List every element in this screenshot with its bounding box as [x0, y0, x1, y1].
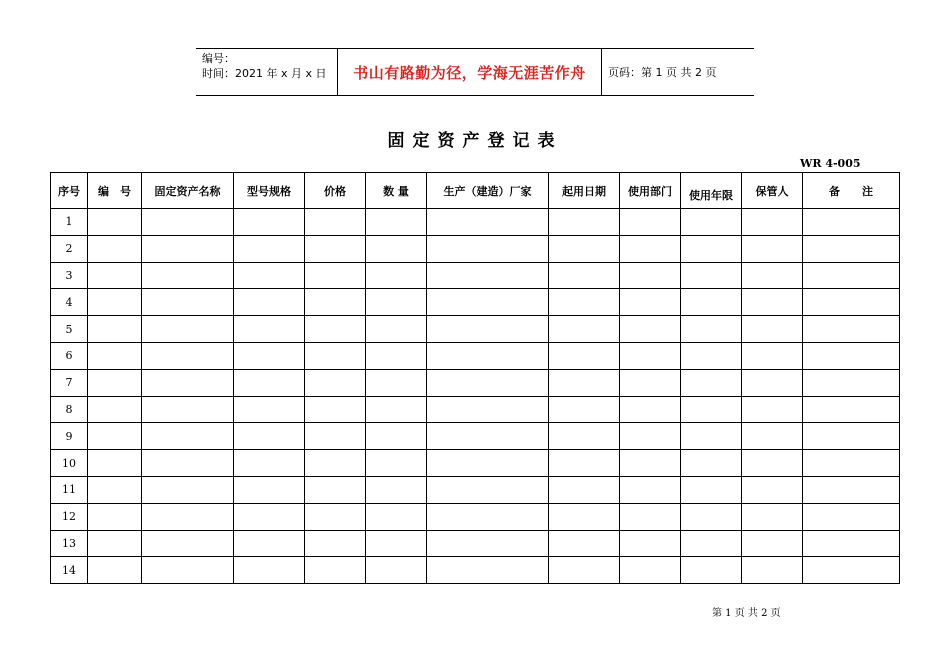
table-row [51, 289, 900, 316]
page-title: 固定资产登记表 [387, 131, 563, 151]
table-cell[interactable] [427, 289, 549, 316]
table-cell[interactable] [681, 503, 742, 530]
table-cell[interactable] [803, 262, 900, 289]
col-header-model: 型号规格 [234, 173, 305, 209]
table-cell[interactable] [427, 209, 549, 236]
row-index: 5 [51, 316, 88, 343]
table-cell[interactable] [742, 235, 803, 262]
table-cell[interactable] [88, 557, 142, 584]
table-cell[interactable] [305, 503, 366, 530]
table-cell[interactable] [142, 342, 234, 369]
table-cell[interactable] [234, 235, 305, 262]
table-cell[interactable] [549, 289, 620, 316]
table-cell[interactable] [803, 342, 900, 369]
row-index: 7 [51, 369, 88, 396]
table-cell[interactable] [620, 450, 681, 477]
table-cell[interactable] [142, 476, 234, 503]
col-header-department: 使用部门 [620, 173, 681, 209]
table-cell[interactable] [142, 316, 234, 343]
table-cell[interactable] [803, 316, 900, 343]
table-cell[interactable] [366, 423, 427, 450]
table-cell[interactable] [681, 557, 742, 584]
table-cell[interactable] [681, 235, 742, 262]
table-row [51, 235, 900, 262]
table-cell[interactable] [427, 396, 549, 423]
table-cell[interactable] [234, 396, 305, 423]
col-header-custodian: 保管人 [742, 173, 803, 209]
table-cell[interactable] [234, 209, 305, 236]
number-label: 编号： [202, 52, 235, 65]
table-cell[interactable] [88, 530, 142, 557]
table-cell[interactable] [742, 450, 803, 477]
table-cell[interactable] [620, 557, 681, 584]
table-cell[interactable] [427, 316, 549, 343]
table-cell[interactable] [366, 235, 427, 262]
table-cell[interactable] [427, 369, 549, 396]
table-cell[interactable] [742, 289, 803, 316]
table-cell[interactable] [305, 396, 366, 423]
table-cell[interactable] [88, 316, 142, 343]
table-cell[interactable] [681, 209, 742, 236]
table-row [51, 530, 900, 557]
row-index: 4 [51, 289, 88, 316]
table-cell[interactable] [366, 342, 427, 369]
table-cell[interactable] [549, 476, 620, 503]
table-cell[interactable] [88, 262, 142, 289]
header-info-cell [196, 49, 338, 95]
row-index: 14 [51, 557, 88, 584]
table-cell[interactable] [620, 476, 681, 503]
table-cell[interactable] [427, 450, 549, 477]
table-row [51, 450, 900, 477]
table-cell[interactable] [234, 557, 305, 584]
table-cell[interactable] [742, 316, 803, 343]
table-cell[interactable] [142, 503, 234, 530]
table-row [51, 369, 900, 396]
table-cell[interactable] [681, 316, 742, 343]
table-cell[interactable] [427, 557, 549, 584]
table-cell[interactable] [366, 557, 427, 584]
table-cell[interactable] [681, 450, 742, 477]
table-cell[interactable] [681, 396, 742, 423]
table-cell[interactable] [305, 209, 366, 236]
table-cell[interactable] [549, 530, 620, 557]
table-cell[interactable] [366, 476, 427, 503]
table-cell[interactable] [427, 235, 549, 262]
table-cell[interactable] [234, 476, 305, 503]
table-cell[interactable] [88, 503, 142, 530]
table-cell[interactable] [88, 423, 142, 450]
table-cell[interactable] [305, 342, 366, 369]
table-cell[interactable] [803, 450, 900, 477]
table-row [51, 316, 900, 343]
table-cell[interactable] [620, 396, 681, 423]
table-cell[interactable] [366, 289, 427, 316]
col-header-asset-name: 固定资产名称 [142, 173, 234, 209]
table-cell[interactable] [366, 369, 427, 396]
document-header [196, 48, 754, 96]
col-header-service-life: 使用年限 [681, 173, 742, 209]
col-header-number: 编 号 [88, 173, 142, 209]
table-cell[interactable] [620, 369, 681, 396]
table-cell[interactable] [549, 342, 620, 369]
table-cell[interactable] [803, 530, 900, 557]
table-cell[interactable] [427, 342, 549, 369]
row-index: 9 [51, 423, 88, 450]
table-cell[interactable] [427, 503, 549, 530]
table-cell[interactable] [803, 369, 900, 396]
table-row [51, 476, 900, 503]
col-header-index: 序号 [51, 173, 88, 209]
table-cell[interactable] [681, 476, 742, 503]
table-cell[interactable] [742, 342, 803, 369]
table-cell[interactable] [305, 369, 366, 396]
table-cell[interactable] [549, 557, 620, 584]
table-cell[interactable] [366, 503, 427, 530]
table-cell[interactable] [305, 450, 366, 477]
table-cell[interactable] [234, 503, 305, 530]
table-cell[interactable] [427, 476, 549, 503]
table-cell[interactable] [366, 209, 427, 236]
table-cell[interactable] [742, 396, 803, 423]
header-row [51, 173, 900, 209]
table-cell[interactable] [234, 316, 305, 343]
table-cell[interactable] [366, 530, 427, 557]
row-index: 6 [51, 342, 88, 369]
table-cell[interactable] [142, 423, 234, 450]
table-body [51, 209, 900, 584]
table-cell[interactable] [88, 396, 142, 423]
motto-text: 书山有路勤为径，学海无涯苦作舟 [353, 63, 586, 82]
table-cell[interactable] [742, 209, 803, 236]
col-header-start-date: 起用日期 [549, 173, 620, 209]
table-cell[interactable] [142, 450, 234, 477]
table-cell[interactable] [803, 235, 900, 262]
table-cell[interactable] [88, 289, 142, 316]
motto-cell [338, 49, 602, 95]
table-cell[interactable] [305, 289, 366, 316]
table-cell[interactable] [427, 262, 549, 289]
table-cell[interactable] [742, 476, 803, 503]
table-cell[interactable] [620, 423, 681, 450]
table-cell[interactable] [234, 423, 305, 450]
table-cell[interactable] [620, 503, 681, 530]
table-cell[interactable] [88, 342, 142, 369]
table-cell[interactable] [234, 369, 305, 396]
table-cell[interactable] [366, 396, 427, 423]
table-cell[interactable] [305, 557, 366, 584]
table-cell[interactable] [620, 342, 681, 369]
table-cell[interactable] [549, 369, 620, 396]
table-cell[interactable] [234, 450, 305, 477]
table-cell[interactable] [620, 235, 681, 262]
table-cell[interactable] [142, 262, 234, 289]
table-cell[interactable] [620, 289, 681, 316]
table-cell[interactable] [742, 262, 803, 289]
table-cell[interactable] [88, 209, 142, 236]
table-cell[interactable] [742, 557, 803, 584]
table-cell[interactable] [681, 262, 742, 289]
table-cell[interactable] [142, 235, 234, 262]
table-cell[interactable] [742, 530, 803, 557]
table-cell[interactable] [366, 316, 427, 343]
table-row [51, 396, 900, 423]
table-cell[interactable] [88, 235, 142, 262]
table-cell[interactable] [88, 369, 142, 396]
row-index: 3 [51, 262, 88, 289]
page-code-text: 页码：第 1 页 共 2 页 [608, 66, 717, 79]
row-index: 2 [51, 235, 88, 262]
row-index: 8 [51, 396, 88, 423]
row-index: 13 [51, 530, 88, 557]
form-code: WR 4-005 [800, 157, 861, 170]
table-cell[interactable] [234, 289, 305, 316]
table-cell[interactable] [305, 316, 366, 343]
table-cell[interactable] [142, 209, 234, 236]
table-cell[interactable] [305, 235, 366, 262]
table-cell[interactable] [681, 423, 742, 450]
table-cell[interactable] [742, 503, 803, 530]
table-cell[interactable] [88, 450, 142, 477]
table-cell[interactable] [305, 423, 366, 450]
table-cell[interactable] [742, 423, 803, 450]
table-cell[interactable] [549, 209, 620, 236]
table-cell[interactable] [681, 342, 742, 369]
table-cell[interactable] [366, 450, 427, 477]
table-cell[interactable] [234, 262, 305, 289]
table-row [51, 557, 900, 584]
table-cell[interactable] [549, 262, 620, 289]
table-row [51, 262, 900, 289]
table-cell[interactable] [803, 503, 900, 530]
table-cell[interactable] [234, 342, 305, 369]
table-cell[interactable] [549, 503, 620, 530]
table-row [51, 503, 900, 530]
table-cell[interactable] [549, 423, 620, 450]
col-header-manufacturer: 生产（建造）厂家 [427, 173, 549, 209]
table-cell[interactable] [142, 369, 234, 396]
row-index: 10 [51, 450, 88, 477]
page-code-cell [602, 49, 754, 95]
table-row [51, 209, 900, 236]
table-cell[interactable] [305, 530, 366, 557]
row-index: 11 [51, 476, 88, 503]
table-cell[interactable] [427, 530, 549, 557]
col-header-quantity: 数 量 [366, 173, 427, 209]
table-cell[interactable] [803, 423, 900, 450]
table-cell[interactable] [549, 396, 620, 423]
asset-register-table [50, 172, 900, 584]
table-cell[interactable] [88, 476, 142, 503]
row-index: 12 [51, 503, 88, 530]
table-cell[interactable] [305, 262, 366, 289]
table-cell[interactable] [620, 209, 681, 236]
table-cell[interactable] [620, 262, 681, 289]
table-cell[interactable] [549, 235, 620, 262]
table-cell[interactable] [803, 289, 900, 316]
table-cell[interactable] [742, 369, 803, 396]
table-cell[interactable] [681, 369, 742, 396]
table-row [51, 342, 900, 369]
table-cell[interactable] [803, 396, 900, 423]
table-cell[interactable] [803, 476, 900, 503]
table-cell[interactable] [803, 557, 900, 584]
table-row [51, 423, 900, 450]
table-cell[interactable] [142, 530, 234, 557]
table-cell[interactable] [549, 450, 620, 477]
table-cell[interactable] [305, 476, 366, 503]
table-cell[interactable] [427, 423, 549, 450]
table-cell[interactable] [366, 262, 427, 289]
col-header-price: 价格 [305, 173, 366, 209]
table-cell[interactable] [620, 316, 681, 343]
table-cell[interactable] [681, 530, 742, 557]
table-cell[interactable] [234, 530, 305, 557]
table-cell[interactable] [803, 209, 900, 236]
row-index: 1 [51, 209, 88, 236]
time-label: 时间：2021 年 x 月 x 日 [202, 67, 327, 80]
table-cell[interactable] [620, 530, 681, 557]
page-footer: 第 1 页 共 2 页 [712, 608, 781, 619]
table-cell[interactable] [681, 289, 742, 316]
table-cell[interactable] [142, 289, 234, 316]
col-header-remarks: 备 注 [803, 173, 900, 209]
table-cell[interactable] [549, 316, 620, 343]
table-cell[interactable] [142, 396, 234, 423]
table-cell[interactable] [142, 557, 234, 584]
